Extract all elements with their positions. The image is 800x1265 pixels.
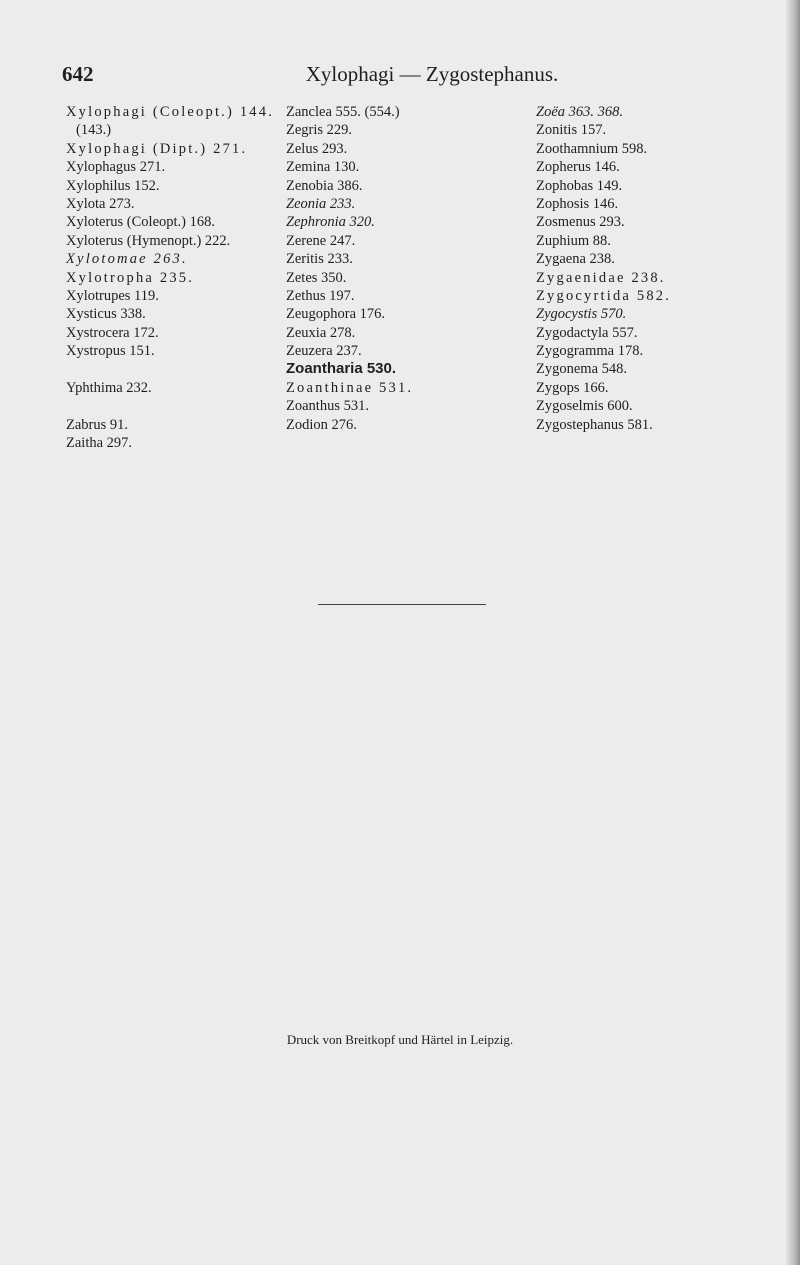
index-column-3	[536, 103, 766, 434]
index-entry: Xylotrupes 119.	[66, 287, 159, 304]
index-entry: Zygocystis 570.	[536, 306, 627, 323]
printer-imprint: Druck von Breitkopf und Härtel in Leipzig.	[286, 1032, 514, 1047]
index-entry: Zoëa 363. 368.	[536, 104, 623, 120]
index-entry: Zenobia 386.	[286, 177, 363, 194]
index-entry: Zygaena 238.	[536, 251, 615, 268]
index-entry: Xylotomae 263.	[66, 251, 188, 268]
running-header	[62, 62, 702, 92]
index-entry: Zethus 197.	[286, 287, 355, 304]
index-entry: Zoantharia 530.	[286, 360, 397, 378]
index-entry: Zygoselmis 600.	[536, 398, 633, 415]
page-edge-shadow	[786, 0, 800, 1265]
index-entry: Zemina 130.	[286, 159, 360, 176]
index-entry: Zeonia 233.	[286, 195, 356, 212]
index-entry: Zophosis 146.	[536, 195, 619, 212]
index-entry: Zonitis 157.	[536, 122, 607, 139]
index-entry: Zephronia 320.	[286, 214, 375, 231]
index-entry: Zeuzera 237.	[286, 343, 362, 360]
index-entry: Xylophagus 271.	[66, 159, 166, 176]
index-entry: Zygaenidae 238.	[536, 269, 666, 286]
index-entry: Xyloterus (Coleopt.) 168.	[66, 214, 216, 231]
index-entry: Zeugophora 176.	[286, 306, 386, 323]
page-number: 642	[62, 62, 94, 86]
index-entry: Zygostephanus 581.	[536, 416, 653, 433]
index-entry: Zygonema 548.	[536, 361, 628, 378]
running-title: Xylophagi — Zygostephanus.	[305, 62, 559, 86]
index-entry: Zerene 247.	[286, 232, 356, 249]
index-entry: Xylophagi (Coleopt.) 144.	[66, 104, 275, 120]
index-column-1	[66, 103, 286, 452]
index-entry: Zygogramma 178.	[536, 343, 644, 360]
index-entry: Xyloterus (Hymenopt.) 222.	[66, 232, 231, 249]
index-entry: Zeuxia 278.	[286, 324, 356, 341]
index-entry: Zodion 276.	[286, 416, 357, 433]
index-entry: Zuphium 88.	[536, 232, 611, 249]
index-entry: Xylota 273.	[66, 195, 135, 212]
index-entry: Xylophilus 152.	[66, 177, 160, 194]
index-entry: Zaitha 297.	[66, 435, 133, 452]
index-entry: Zeritis 233.	[286, 251, 353, 268]
index-entry: Zygops 166.	[536, 379, 609, 396]
index-entry: Zophobas 149.	[536, 177, 623, 194]
end-rule	[318, 604, 486, 605]
index-entry: Zosmenus 293.	[536, 214, 625, 231]
index-entry: Zygodactyla 557.	[536, 324, 638, 341]
index-entry: Zopherus 146.	[536, 159, 620, 176]
index-entry: Zygocyrtida 582.	[536, 287, 672, 304]
index-entry: Zoanthinae 531.	[286, 379, 414, 396]
index-entry: Xylotropha 235.	[66, 269, 195, 286]
index-entry: Zegris 229.	[286, 122, 353, 139]
index-entry: Xysticus 338.	[66, 306, 146, 323]
index-entry: Xystropus 151.	[66, 343, 155, 360]
index-entry: Xystrocera 172.	[66, 324, 159, 341]
index-entry: Zetes 350.	[286, 269, 347, 286]
index-entry: Zanclea 555. (554.)	[286, 104, 400, 120]
index-entry: Zoothamnium 598.	[536, 140, 648, 157]
index-entry: Zelus 293.	[286, 140, 348, 157]
index-entry: Zoanthus 531.	[286, 398, 369, 415]
index-entry: (143.)	[76, 122, 112, 139]
index-entry: Xylophagi (Dipt.) 271.	[66, 140, 248, 157]
index-entry: Zabrus 91.	[66, 416, 129, 433]
index-entry: Yphthima 232.	[66, 379, 152, 396]
index-column-2	[286, 103, 516, 434]
